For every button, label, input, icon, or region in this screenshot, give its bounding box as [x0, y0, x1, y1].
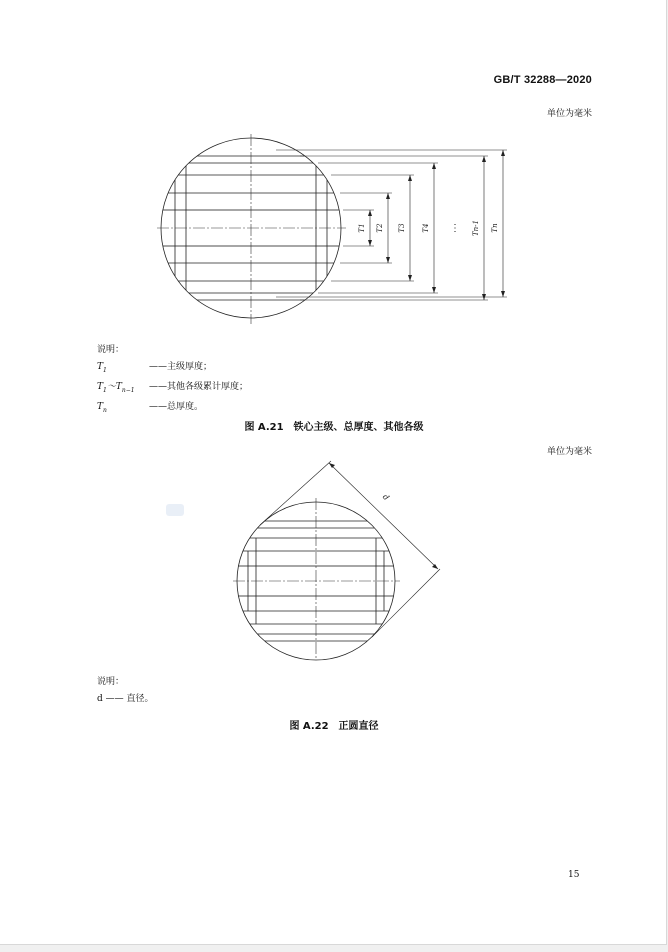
unit-note-a22: 单位为毫米 [546, 447, 592, 457]
dim-label-t1: T1 [358, 223, 366, 233]
watermark-logo [166, 504, 184, 516]
dim-label-ellipsis: ⋮ [450, 223, 460, 234]
dim-label-tn: Tn [491, 223, 499, 233]
legend-desc: ——其他各级累计厚度； [149, 381, 249, 392]
legend-desc: ——主级厚度； [149, 362, 213, 372]
figure-caption-a22: 图 A.22 正圆直径 [289, 721, 379, 732]
legend-subscript: n−1 [121, 386, 135, 394]
dim-label-tn-1: Tn-1 [472, 220, 480, 236]
legend-item [97, 399, 248, 419]
unit-note-a21: 单位为毫米 [546, 109, 592, 119]
legend-symbol: T [97, 362, 104, 372]
figure-caption-a21: 图 A.21 铁心主级、总厚度、其他各级 [244, 422, 424, 433]
legend-a21 [97, 342, 248, 418]
dim-label-t3: T3 [398, 223, 406, 233]
figure-a22-drawing [228, 455, 444, 663]
legend-desc: ——总厚度。 [149, 401, 204, 412]
legend-symbol: T [115, 381, 122, 392]
legend-symbol: T [97, 381, 104, 392]
legend-a22 [97, 674, 153, 708]
legend-item [97, 359, 248, 379]
legend-heading: 说明： [97, 677, 125, 687]
standard-number: GB/T 32288—2020 [493, 74, 592, 86]
legend-item: d —— 直径。 [97, 694, 154, 704]
dim-label-t2: T2 [376, 223, 384, 233]
page-number: 15 [568, 870, 580, 880]
legend-symbol: T [97, 401, 104, 412]
legend-subscript: n [103, 406, 107, 414]
legend-subscript: 1 [103, 366, 107, 374]
legend-heading: 说明： [97, 345, 125, 355]
dim-label-d: d [380, 492, 391, 503]
legend-item: $T_1\sim T_{n-1}$ ——其他各级累计厚度； [97, 379, 248, 399]
figure-a21-drawing [150, 132, 520, 328]
dim-label-t4: T4 [422, 223, 430, 233]
legend-subscript: 1 [103, 386, 107, 394]
